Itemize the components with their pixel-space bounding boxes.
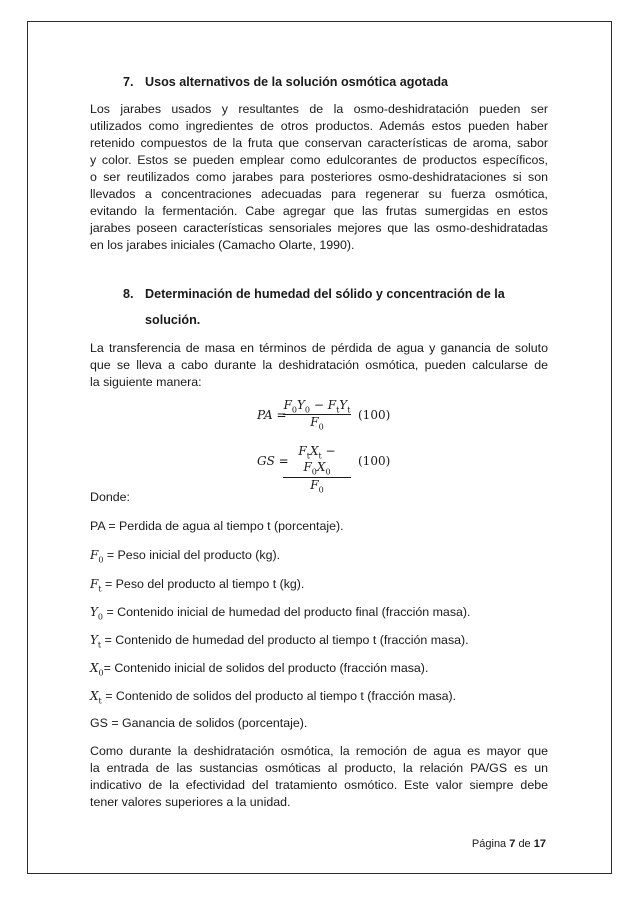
section-8-heading-cont	[145, 313, 200, 327]
text-line: y color. Estos se pueden emplear como edulcorantes de productos específicos,	[90, 153, 548, 167]
section-7-heading	[123, 75, 448, 89]
section-8-heading	[123, 287, 505, 301]
text-line: la entrada de las sustancias osmóticas al producto, la relación PA/GS es un	[90, 761, 548, 775]
definition-pa: PA = Perdida de agua al tiempo t (porcentaje).	[90, 519, 344, 533]
symbol: $Y_t$	[90, 633, 102, 650]
text-line: retenido compuestos de la fruta que conservan características de aroma, sabor	[90, 136, 548, 150]
equation-denominator: $F_0$	[310, 477, 324, 495]
symbol: $X_0$	[90, 661, 104, 678]
text-line: La transferencia de masa en términos de pérdida de agua y ganancia de soluto	[90, 341, 548, 355]
text-line: Como durante la deshidratación osmótica, la remoción de agua es mayor que	[90, 744, 548, 758]
equation-numerator: $F_0Y_0 - F_tY_t$	[283, 398, 351, 415]
closing-paragraph	[90, 743, 548, 811]
text-line: tener valores superiores a la unidad.	[90, 795, 291, 809]
symbol: $Y_0$	[90, 605, 104, 622]
text-line: indicativo de la efectividad del tratamiento osmótico. Este valor siempre debe	[90, 778, 548, 792]
definition-y0: $Y_0$ = Contenido inicial de humedad del producto final (fracción masa).	[90, 605, 471, 622]
text-line: evitando la fermentación. Cabe agregar que las frutas sumergidas en estos	[90, 204, 548, 218]
text-line: que se lleva a cabo durante la deshidratación osmótica, pueden calcularse de	[90, 358, 548, 372]
page-word: Página	[471, 838, 507, 850]
page-number: 7	[509, 838, 516, 850]
section-title: Usos alternativos de la solución osmótica agotada	[145, 75, 449, 89]
equation-numerator: $F_tX_t - F_0X_0$	[298, 444, 336, 477]
section-title: Determinación de humedad del sólido y concentración de la	[145, 287, 505, 301]
definition-yt: $Y_t$ = Contenido de humedad del producto al tiempo t (fracción masa).	[90, 633, 469, 650]
text-line: Los jarabes usados y resultantes de la osmo-deshidratación pueden ser	[90, 102, 548, 116]
text-line: o ser reutilizados como jarabes para posteriores osmo-deshidrataciones si son	[90, 170, 548, 184]
text-line: la siguiente manera:	[90, 375, 202, 389]
text-line: jarabes poseen características sensoriales mejores que las osmo-deshidratadas	[90, 221, 548, 235]
page-footer	[472, 838, 546, 850]
definition-f0: $F_0$ = Peso inicial del producto (kg).	[90, 548, 281, 565]
text-line: llevados a concentraciones adecuadas para regenerar su fuerza osmótica,	[90, 187, 548, 201]
equation-factor: (100)	[358, 454, 391, 468]
section-number: 7.	[123, 75, 134, 89]
definition-xt: $X_t$ = Contenido de solidos del producto al tiempo t (fracción masa).	[90, 689, 457, 706]
equation-label: GS =	[257, 454, 289, 468]
text-line: utilizados como ingredientes de otros productos. Además estos pueden haber	[90, 119, 548, 133]
definition-ft: $F_t$ = Peso del producto al tiempo t (kg).	[90, 577, 305, 594]
section-title: solución.	[145, 313, 201, 327]
equation-fraction	[283, 398, 351, 432]
symbol: $F_t$	[90, 577, 102, 594]
definition-gs: GS = Ganancia de solidos (porcentaje).	[90, 716, 308, 730]
symbol: $F_0$	[90, 548, 104, 565]
section-8-paragraph	[90, 340, 548, 391]
equation-denominator: $F_0$	[310, 415, 324, 432]
total-pages: 17	[533, 838, 546, 850]
section-number: 8.	[123, 287, 134, 301]
section-7-paragraph	[90, 101, 548, 254]
symbol: $X_t$	[90, 689, 102, 706]
equation-fraction	[283, 444, 351, 494]
equation-label: PA =	[257, 408, 287, 422]
donde-label: Donde:	[90, 490, 130, 504]
equation-factor: (100)	[358, 408, 391, 422]
text-line: en los jarabes iniciales (Camacho Olarte, 1990).	[90, 238, 355, 252]
definition-x0: $X_0=$ Contenido inicial de solidos del producto (fracción masa).	[90, 661, 429, 678]
of-word: de	[518, 838, 531, 850]
